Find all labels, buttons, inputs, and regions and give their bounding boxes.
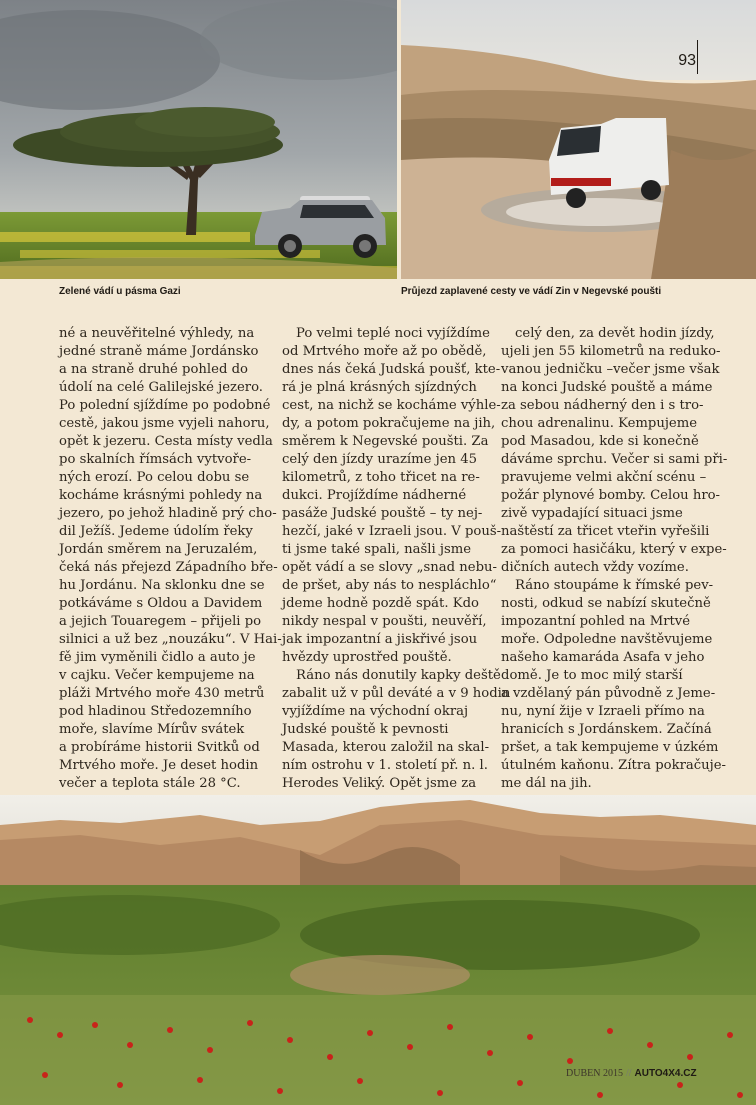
text-column-2 — [282, 325, 511, 793]
photo-van-water-crossing — [401, 0, 756, 279]
text-line: de pršet, aby nás to nespláchlo“ — [282, 578, 497, 593]
text-line: dáváme sprchu. Večer si sami při- — [501, 452, 728, 467]
text-line: cestě, jakou jsme vyjeli nahoru, — [59, 416, 270, 431]
text-line: Mrtvého moře. Je deset hodin — [59, 758, 259, 773]
paragraph — [59, 325, 282, 793]
text-line: celý den, za devět hodin jízdy, — [515, 326, 715, 341]
text-line: jedné straně máme Jordánsko — [59, 344, 259, 359]
caption-right: Průjezd zaplavené cesty ve vádí Zin v Negevské poušti — [401, 286, 662, 297]
text-line: jak impozantní a jiskřivé jsou — [282, 632, 478, 647]
text-line: Ráno stoupáme k římské pev- — [515, 578, 714, 593]
text-line: dil Ježíš. Jedeme údolím řeky — [59, 524, 253, 539]
text-line: hranicích s Jordánskem. Začíná — [501, 722, 712, 737]
caption-left: Zelené vádí u pásma Gazi — [59, 286, 181, 297]
text-line: opět k jezeru. Cesta místy vedla — [59, 434, 273, 449]
text-line: nosti, odkud se nabízí skutečně — [501, 596, 711, 611]
page-number-rule — [697, 40, 698, 74]
text-line: ti jsme také spali, našli jsme — [282, 542, 472, 557]
text-column-3 — [501, 325, 728, 793]
text-line: a vzdělaný pán původně z Jeme- — [501, 686, 716, 701]
text-line: hezčí, jaké v Izraeli jsou. V pouš- — [282, 524, 502, 539]
text-line: pod hladinou Středozemního — [59, 704, 252, 719]
page-number: 93 — [678, 52, 696, 69]
text-line: pršet, a tak kempujeme v úzkém — [501, 740, 719, 755]
photo-van-water-crossing-image — [401, 0, 756, 279]
text-line: za pomoci hasičáku, který v expe- — [501, 542, 727, 557]
paragraph — [282, 325, 502, 667]
text-line: nikdy nespal v poušti, neuvěří, — [282, 614, 487, 629]
photo-poppy-landscape-image — [0, 795, 756, 1105]
text-line: chou adrenalinu. Kempujeme — [501, 416, 698, 431]
text-line: Po polední sjíždíme po podobné — [59, 398, 271, 413]
text-line: jezero, po jehož hladině prý cho- — [59, 506, 277, 521]
text-line: směrem k Negevské poušti. Za — [282, 434, 489, 449]
paragraph — [501, 577, 726, 793]
text-line: hvězdy uprostřed pouště. — [282, 650, 452, 665]
text-line: údolí na celé Galilejské jezero. — [59, 380, 264, 395]
text-line: za sebou nádherný den i s tro- — [501, 398, 704, 413]
text-column-1 — [59, 325, 282, 793]
text-line: v cajku. Večer kempujeme na — [59, 668, 255, 683]
text-line: pasáže Judské pouště – ty nej- — [282, 506, 483, 521]
photo-acacia-tree-suv-image — [0, 0, 397, 279]
text-line: Ráno nás donutily kapky deště — [296, 668, 501, 683]
text-line: večer a teplota stále 28 °C. — [59, 776, 241, 791]
text-line: a probíráme historii Svitků od — [59, 740, 260, 755]
text-line: Masada, kterou založil na skal- — [282, 740, 490, 755]
text-line: vyjíždíme na východní okraj — [282, 704, 469, 719]
text-line: pravujeme velmi akční scénu – — [501, 470, 707, 485]
text-line: ných erozí. Po celou dobu se — [59, 470, 250, 485]
text-line: naštěstí za třicet vteřin vyřešili — [501, 524, 710, 539]
text-line: me dál na jih. — [501, 776, 592, 791]
text-line: cest, na nichž se kocháme výhle- — [282, 398, 501, 413]
text-line: celý den jízdy urazíme jen 45 — [282, 452, 478, 467]
text-line: dičních autech vždy vozíme. — [501, 560, 689, 575]
text-line: útulném kaňonu. Zítra pokračuje- — [501, 758, 726, 773]
text-line: impozantní pohled na Mrtvé — [501, 614, 691, 629]
text-line: zivě vypadající situaci jsme — [501, 506, 683, 521]
text-line: od Mrtvého moře až po obědě, — [282, 344, 487, 359]
text-line: dnes nás čeká Judská poušť, kte- — [282, 362, 501, 377]
photo-poppy-landscape — [0, 795, 756, 1105]
text-line: moře, slavíme Mírův svátek — [59, 722, 245, 737]
text-line: Judské pouště k pevnosti — [282, 722, 449, 737]
text-line: jdeme hodně pozdě spát. Kdo — [282, 596, 479, 611]
text-line: rá je plná krásných sjízdných — [282, 380, 477, 395]
text-line: né a neuvěřitelné výhledy, na — [59, 326, 255, 341]
text-line: požár plynové bomby. Celou hro- — [501, 488, 721, 503]
text-line: kilometrů, z toho třicet na re- — [282, 470, 480, 485]
text-line: hu Jordánu. Na sklonku dne se — [59, 578, 265, 593]
text-line: opět vádí a se slovy „snad nebu- — [282, 560, 497, 575]
text-line: potkáváme s Oldou a Davidem — [59, 596, 263, 611]
text-line: ujeli jen 55 kilometrů na reduko- — [501, 344, 721, 359]
text-line: vanou jedničku –večer jsme však — [501, 362, 720, 377]
text-line: na konci Judské pouště a máme — [501, 380, 713, 395]
text-line: dy, a potom pokračujeme na jih, — [282, 416, 496, 431]
text-line: domě. Je to moc milý starší — [501, 668, 683, 683]
text-line: a na straně druhé pohled do — [59, 362, 248, 377]
paragraph — [282, 667, 511, 793]
text-line: a jejich Touaregem – přijeli po — [59, 614, 262, 629]
paragraph — [501, 325, 728, 577]
text-line: Po velmi teplé noci vyjíždíme — [296, 326, 490, 341]
text-line: silnici a už bez „nouzáku“. V Hai- — [59, 632, 282, 647]
text-line: pod Masadou, kde si konečně — [501, 434, 699, 449]
text-line: moře. Odpoledne navštěvujeme — [501, 632, 713, 647]
footer-brand: AUTO4X4.CZ — [634, 1068, 697, 1079]
text-line: kocháme krásnými pohledy na — [59, 488, 263, 503]
text-line: zabalit už v půl deváté a v 9 hodin — [282, 686, 511, 701]
text-line: po skalních římsách vytvoře- — [59, 452, 252, 467]
text-line: ním ostrohu v 1. století př. n. l. — [282, 758, 488, 773]
text-line: pláži Mrtvého moře 430 metrů — [59, 686, 265, 701]
footer-separator: // — [625, 1068, 632, 1079]
text-line: nu, nyní žije v Izraeli přímo na — [501, 704, 705, 719]
photo-acacia-tree-suv — [0, 0, 397, 279]
text-line: dukci. Projíždíme nádherné — [282, 488, 467, 503]
text-line: čeká nás přejezd Západního bře- — [59, 560, 278, 575]
footer-issue: DUBEN 2015 — [566, 1068, 623, 1079]
page-footer — [566, 1068, 697, 1079]
text-line: Herodes Veliký. Opět jsme za — [282, 776, 477, 791]
text-line: fě jim vyměnili čidlo a auto je — [59, 650, 256, 665]
text-line: našeho kamaráda Asafa v jeho — [501, 650, 705, 665]
text-line: Jordán směrem na Jeruzalém, — [59, 542, 258, 557]
